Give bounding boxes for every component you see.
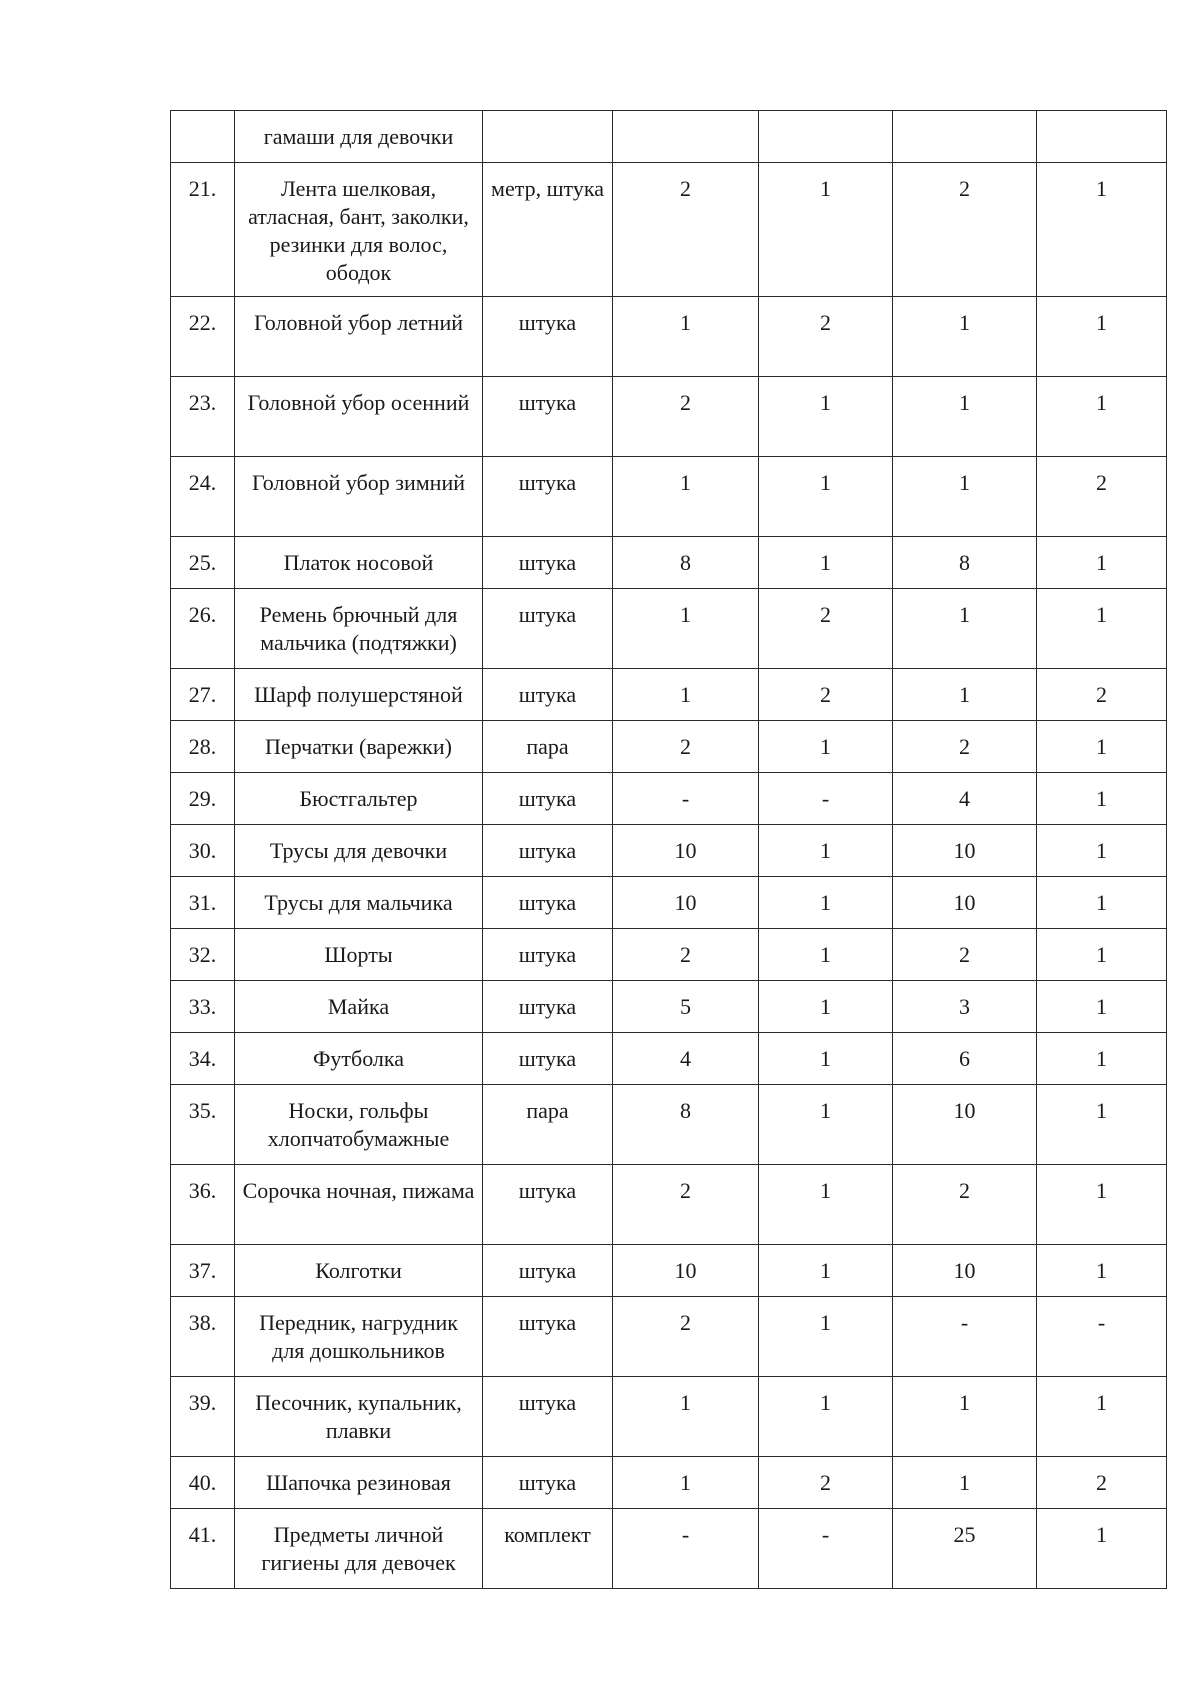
cell-item-name: Шапочка резиновая [235,1457,483,1509]
cell-qty-col-2: - [893,1297,1037,1377]
cell-qty-col-2: 1 [893,1377,1037,1457]
cell-qty-col-1: - [613,1509,759,1589]
table-row [171,1297,1167,1377]
cell-row-number: 33. [171,981,235,1033]
cell-period-col-1: 1 [759,825,893,877]
cell-period-col-2: 1 [1037,929,1167,981]
cell-item-name: Предметы личной гигиены для девочек [235,1509,483,1589]
cell-qty-col-1: 4 [613,1033,759,1085]
table-row [171,1033,1167,1085]
cell-unit: штука [483,825,613,877]
cell-period-col-2: 1 [1037,1085,1167,1165]
cell-period-col-1: 1 [759,1033,893,1085]
cell-qty-col-1: 2 [613,721,759,773]
cell-period-col-1: 1 [759,1085,893,1165]
cell-qty-col-1: 5 [613,981,759,1033]
cell-period-col-1: 2 [759,1457,893,1509]
cell-item-name: Передник, нагрудник для дошкольников [235,1297,483,1377]
cell-row-number: 39. [171,1377,235,1457]
cell-qty-col-1: 1 [613,669,759,721]
cell-item-name: Головной убор зимний [235,457,483,537]
cell-qty-col-2: 1 [893,589,1037,669]
cell-period-col-1: 1 [759,1377,893,1457]
cell-unit: штука [483,1297,613,1377]
table-row [171,669,1167,721]
cell-row-number: 38. [171,1297,235,1377]
cell-qty-col-2: 4 [893,773,1037,825]
norms-table [170,110,1167,1589]
table-row [171,537,1167,589]
cell-item-name: Платок носовой [235,537,483,589]
cell-qty-col-2: 1 [893,669,1037,721]
cell-unit: штука [483,1245,613,1297]
cell-item-name: Шорты [235,929,483,981]
cell-qty-col-2: 3 [893,981,1037,1033]
cell-period-col-1: 1 [759,457,893,537]
cell-item-name: Бюстгальтер [235,773,483,825]
cell-qty-col-2: 2 [893,721,1037,773]
cell-period-col-1: 2 [759,669,893,721]
cell-period-col-2: 1 [1037,1033,1167,1085]
cell-qty-col-1: 10 [613,1245,759,1297]
cell-period-col-2: 1 [1037,877,1167,929]
cell-qty-col-2: 6 [893,1033,1037,1085]
cell-period-col-1 [759,111,893,163]
cell-row-number: 32. [171,929,235,981]
table-row [171,877,1167,929]
cell-period-col-2: 1 [1037,773,1167,825]
cell-period-col-1: 1 [759,721,893,773]
table-row [171,825,1167,877]
cell-qty-col-2: 1 [893,1457,1037,1509]
cell-item-name: Майка [235,981,483,1033]
cell-item-name: Колготки [235,1245,483,1297]
cell-unit: штука [483,1377,613,1457]
cell-period-col-1: 2 [759,297,893,377]
cell-row-number: 36. [171,1165,235,1245]
table-row [171,1085,1167,1165]
cell-qty-col-1: 10 [613,877,759,929]
cell-qty-col-2: 10 [893,1245,1037,1297]
cell-item-name: Трусы для девочки [235,825,483,877]
cell-period-col-2: - [1037,1297,1167,1377]
cell-period-col-2: 1 [1037,589,1167,669]
cell-period-col-2: 1 [1037,297,1167,377]
cell-item-name: Футболка [235,1033,483,1085]
table-row [171,111,1167,163]
cell-qty-col-2: 2 [893,929,1037,981]
cell-period-col-1: 1 [759,1245,893,1297]
cell-row-number: 30. [171,825,235,877]
table-row [171,981,1167,1033]
cell-unit [483,111,613,163]
cell-qty-col-2 [893,111,1037,163]
cell-row-number: 28. [171,721,235,773]
cell-qty-col-1 [613,111,759,163]
cell-period-col-1: 1 [759,377,893,457]
cell-item-name: Ремень брючный для мальчика (подтяжки) [235,589,483,669]
cell-qty-col-1: 2 [613,377,759,457]
cell-period-col-1: - [759,773,893,825]
cell-qty-col-1: 1 [613,457,759,537]
cell-row-number: 40. [171,1457,235,1509]
cell-qty-col-2: 25 [893,1509,1037,1589]
cell-period-col-1: 1 [759,1165,893,1245]
cell-period-col-2: 1 [1037,1245,1167,1297]
table-body [171,111,1167,1589]
cell-period-col-1: 1 [759,929,893,981]
cell-period-col-2: 2 [1037,669,1167,721]
cell-unit: штука [483,297,613,377]
cell-qty-col-1: 1 [613,589,759,669]
cell-period-col-2: 1 [1037,1509,1167,1589]
cell-unit: метр, штука [483,163,613,297]
cell-row-number: 34. [171,1033,235,1085]
table-row [171,1509,1167,1589]
cell-unit: пара [483,1085,613,1165]
cell-item-name: гамаши для девочки [235,111,483,163]
cell-unit: комплект [483,1509,613,1589]
cell-row-number: 35. [171,1085,235,1165]
cell-period-col-1: - [759,1509,893,1589]
cell-item-name: Сорочка ночная, пижама [235,1165,483,1245]
cell-unit: штука [483,589,613,669]
cell-row-number: 25. [171,537,235,589]
cell-qty-col-1: - [613,773,759,825]
cell-unit: штука [483,457,613,537]
table-row [171,1457,1167,1509]
table-row [171,929,1167,981]
cell-row-number: 27. [171,669,235,721]
cell-qty-col-1: 2 [613,1165,759,1245]
cell-qty-col-2: 10 [893,1085,1037,1165]
cell-period-col-1: 2 [759,589,893,669]
cell-period-col-2: 2 [1037,1457,1167,1509]
cell-row-number: 24. [171,457,235,537]
cell-qty-col-2: 10 [893,825,1037,877]
cell-qty-col-2: 1 [893,297,1037,377]
cell-qty-col-1: 8 [613,537,759,589]
cell-row-number: 29. [171,773,235,825]
cell-period-col-2 [1037,111,1167,163]
cell-period-col-2: 1 [1037,537,1167,589]
cell-item-name: Песочник, купальник, плавки [235,1377,483,1457]
cell-qty-col-2: 8 [893,537,1037,589]
cell-row-number: 21. [171,163,235,297]
cell-period-col-1: 1 [759,877,893,929]
cell-period-col-2: 1 [1037,721,1167,773]
cell-item-name: Перчатки (варежки) [235,721,483,773]
cell-qty-col-1: 2 [613,929,759,981]
cell-item-name: Лента шелковая, атласная, бант, заколки, резинки для волос, ободок [235,163,483,297]
cell-period-col-1: 1 [759,537,893,589]
cell-row-number: 23. [171,377,235,457]
cell-period-col-2: 1 [1037,377,1167,457]
cell-qty-col-2: 1 [893,457,1037,537]
cell-period-col-2: 1 [1037,1165,1167,1245]
cell-period-col-2: 1 [1037,1377,1167,1457]
cell-qty-col-1: 10 [613,825,759,877]
table-row [171,377,1167,457]
cell-qty-col-1: 1 [613,297,759,377]
table-row [171,1377,1167,1457]
cell-unit: штука [483,377,613,457]
table-row [171,773,1167,825]
cell-row-number: 37. [171,1245,235,1297]
cell-item-name: Шарф полушерстяной [235,669,483,721]
cell-period-col-1: 1 [759,1297,893,1377]
cell-item-name: Носки, гольфы хлопчатобумажные [235,1085,483,1165]
cell-unit: пара [483,721,613,773]
cell-qty-col-1: 8 [613,1085,759,1165]
cell-unit: штука [483,877,613,929]
cell-unit: штука [483,1457,613,1509]
cell-period-col-2: 1 [1037,981,1167,1033]
table-row [171,1165,1167,1245]
cell-qty-col-1: 2 [613,163,759,297]
cell-row-number: 31. [171,877,235,929]
cell-qty-col-2: 1 [893,377,1037,457]
table-row [171,457,1167,537]
cell-item-name: Головной убор осенний [235,377,483,457]
cell-unit: штука [483,981,613,1033]
table-row [171,589,1167,669]
cell-unit: штука [483,537,613,589]
cell-row-number: 22. [171,297,235,377]
cell-qty-col-1: 1 [613,1377,759,1457]
cell-period-col-1: 1 [759,981,893,1033]
table-row [171,297,1167,377]
cell-row-number: 26. [171,589,235,669]
cell-unit: штука [483,1033,613,1085]
cell-period-col-2: 1 [1037,163,1167,297]
cell-unit: штука [483,669,613,721]
cell-period-col-1: 1 [759,163,893,297]
cell-row-number [171,111,235,163]
cell-item-name: Трусы для мальчика [235,877,483,929]
cell-qty-col-2: 2 [893,1165,1037,1245]
table-row [171,163,1167,297]
cell-unit: штука [483,773,613,825]
cell-qty-col-1: 1 [613,1457,759,1509]
cell-period-col-2: 1 [1037,825,1167,877]
cell-row-number: 41. [171,1509,235,1589]
cell-period-col-2: 2 [1037,457,1167,537]
table-row [171,721,1167,773]
cell-unit: штука [483,1165,613,1245]
cell-qty-col-1: 2 [613,1297,759,1377]
cell-unit: штука [483,929,613,981]
table-row [171,1245,1167,1297]
cell-qty-col-2: 10 [893,877,1037,929]
cell-qty-col-2: 2 [893,163,1037,297]
cell-item-name: Головной убор летний [235,297,483,377]
